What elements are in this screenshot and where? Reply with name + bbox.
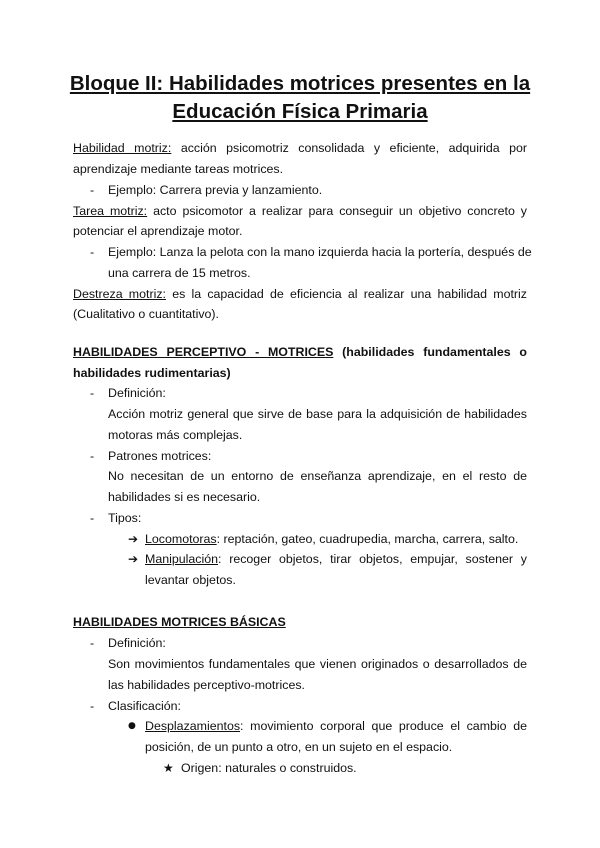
habilidad-term: Habilidad motriz:: [73, 141, 172, 155]
title-line-2: Educación Física Primaria: [172, 100, 428, 123]
destreza-definition: Destreza motriz: es la capacidad de eficiencia al realizar una habilidad motriz: [73, 287, 527, 301]
definicion-label: Definición:: [108, 386, 166, 400]
patrones-text-cont: habilidades si es necesario.: [108, 490, 261, 504]
origen-item: Origen: naturales o construidos.: [181, 761, 357, 775]
tarea-term: Tarea motriz:: [73, 204, 148, 218]
section-heading-text: HABILIDADES MOTRICES BÁSICAS: [73, 615, 286, 629]
patrones-label: Patrones motrices:: [108, 449, 212, 463]
tipos-label: Tipos:: [108, 511, 142, 525]
destreza-term: Destreza motriz:: [73, 287, 166, 301]
desplazamientos-term: Desplazamientos: [145, 719, 241, 733]
manipulacion-item-cont: levantar objetos.: [145, 573, 236, 587]
tarea-example: Ejemplo: Lanza la pelota con la mano izquierda hacia la portería, después de: [108, 245, 532, 259]
habilidad-definition-cont: aprendizaje mediante tareas motrices.: [73, 162, 284, 176]
document-title: [40, 70, 560, 126]
circle-bullet-icon: ●: [128, 721, 136, 731]
clasificacion-label: Clasificación:: [108, 699, 181, 713]
tarea-definition-cont: potenciar el aprendizaje motor.: [73, 224, 243, 238]
dash-bullet: -: [90, 449, 95, 463]
section-heading-basicas: [73, 612, 527, 632]
definicion-text-cont: las habilidades perceptivo-motrices.: [108, 678, 305, 692]
dash-bullet: -: [90, 511, 95, 525]
destreza-definition-cont: (Cualitativo o cuantitativo).: [73, 307, 220, 321]
title-line-1: Bloque II: Habilidades motrices presentes en la: [69, 72, 531, 95]
definicion-text: Acción motriz general que sirve de base para la adquisición de habilidades: [108, 407, 527, 421]
dash-bullet: -: [90, 183, 95, 197]
dash-bullet: -: [90, 386, 95, 400]
dash-bullet: -: [90, 636, 95, 650]
tarea-example-cont: una carrera de 15 metros.: [108, 266, 251, 280]
patrones-text: No necesitan de un entorno de enseñanza aprendizaje, en el resto de: [108, 469, 527, 483]
locomotoras-term: Locomotoras: [145, 532, 217, 546]
section-heading-perceptivo: HABILIDADES PERCEPTIVO - MOTRICES (habilidades fundamentales o: [73, 345, 527, 359]
manipulacion-term: Manipulación: [145, 552, 219, 566]
habilidad-definition: Habilidad motriz: acción psicomotriz consolidada y eficiente, adquirida por: [73, 141, 527, 155]
locomotoras-item: Locomotoras: reptación, gateo, cuadrupedia, marcha, carrera, salto.: [145, 532, 519, 546]
tarea-definition: Tarea motriz: acto psicomotor a realizar para conseguir un objetivo concreto y: [73, 204, 527, 218]
habilidad-example: Ejemplo: Carrera previa y lanzamiento.: [108, 183, 323, 197]
desplazamientos-item-cont: posición, de un punto a otro, en un sujeto en el espacio.: [145, 740, 453, 754]
definicion-text-cont: motoras más complejas.: [108, 428, 243, 442]
star-bullet-icon: ★: [163, 761, 174, 775]
arrow-bullet-icon: ➔: [128, 532, 139, 546]
dash-bullet: -: [90, 699, 95, 713]
desplazamientos-item: Desplazamientos: movimiento corporal que produce el cambio de: [145, 719, 527, 733]
definicion-label: Definición:: [108, 636, 166, 650]
arrow-bullet-icon: ➔: [128, 552, 139, 566]
dash-bullet: -: [90, 245, 95, 259]
definicion-text: Son movimientos fundamentales que vienen originados o desarrollados de: [108, 657, 527, 671]
manipulacion-item: Manipulación: recoger objetos, tirar objetos, empujar, sostener y: [145, 552, 527, 566]
section-heading-text: HABILIDADES PERCEPTIVO - MOTRICES: [73, 345, 334, 359]
section-heading-note: habilidades rudimentarias): [73, 366, 231, 380]
